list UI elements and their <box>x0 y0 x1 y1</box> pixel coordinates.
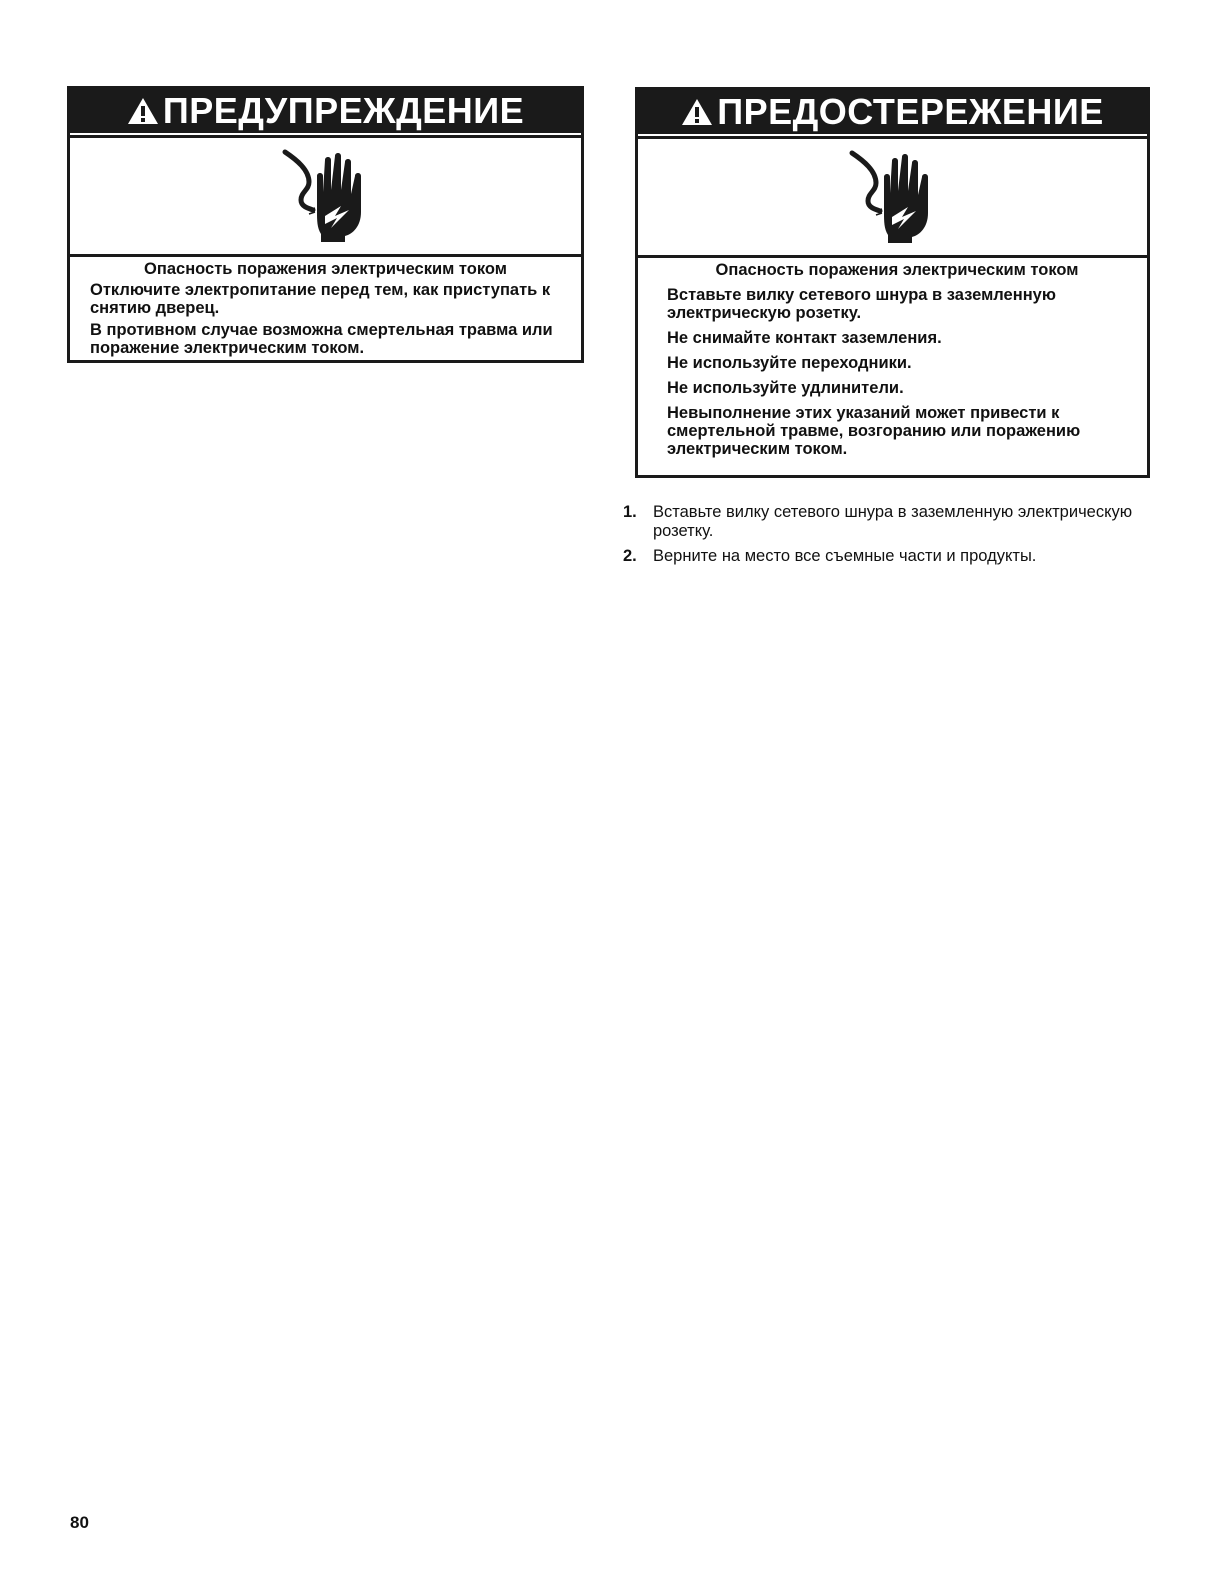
step-number: 1. <box>623 503 637 521</box>
warning-line: Невыполнение этих указаний может привести к смертельной травме, возгоранию или поражению электрическим током. <box>667 404 1081 458</box>
warning-header <box>638 90 1147 134</box>
electric-shock-hand-icon <box>848 149 938 245</box>
warning-line: Не используйте переходники. <box>667 354 912 372</box>
warning-box-left <box>67 86 584 363</box>
signal-word: ПРЕДОСТЕРЕЖЕНИЕ <box>717 91 1104 132</box>
signal-word: ПРЕДУПРЕЖДЕНИЕ <box>162 90 525 131</box>
instruction-steps <box>623 503 1163 572</box>
step-number: 2. <box>623 547 637 565</box>
warning-triangle-icon <box>681 97 713 127</box>
page-number: 80 <box>70 1513 89 1532</box>
warning-body <box>70 257 581 367</box>
icon-area <box>638 136 1147 258</box>
warning-body <box>638 258 1147 471</box>
warning-line: Отключите электропитание перед тем, как приступать к снятию дверец. <box>90 281 551 317</box>
warning-line: Вставьте вилку сетевого шнура в заземленную электрическую розетку. <box>667 286 1056 322</box>
warning-triangle-icon <box>127 96 159 126</box>
step-item <box>623 503 1163 541</box>
warning-box-right <box>635 87 1150 478</box>
step-text: Вставьте вилку сетевого шнура в заземленную электрическую розетку. <box>653 503 1133 540</box>
electric-shock-hand-icon <box>281 148 371 244</box>
step-text: Верните на место все съемные части и продукты. <box>653 547 1037 565</box>
icon-area <box>70 135 581 257</box>
warning-line: Не снимайте контакт заземления. <box>667 329 942 347</box>
step-item <box>623 547 1163 566</box>
warning-line: Не используйте удлинители. <box>667 379 904 397</box>
hazard-title: Опасность поражения электрическим током <box>144 260 507 278</box>
warning-line: В противном случае возможна смертельная травма или поражение электрическим током. <box>90 321 553 357</box>
warning-header <box>70 89 581 133</box>
hazard-title: Опасность поражения электрическим током <box>715 261 1079 279</box>
